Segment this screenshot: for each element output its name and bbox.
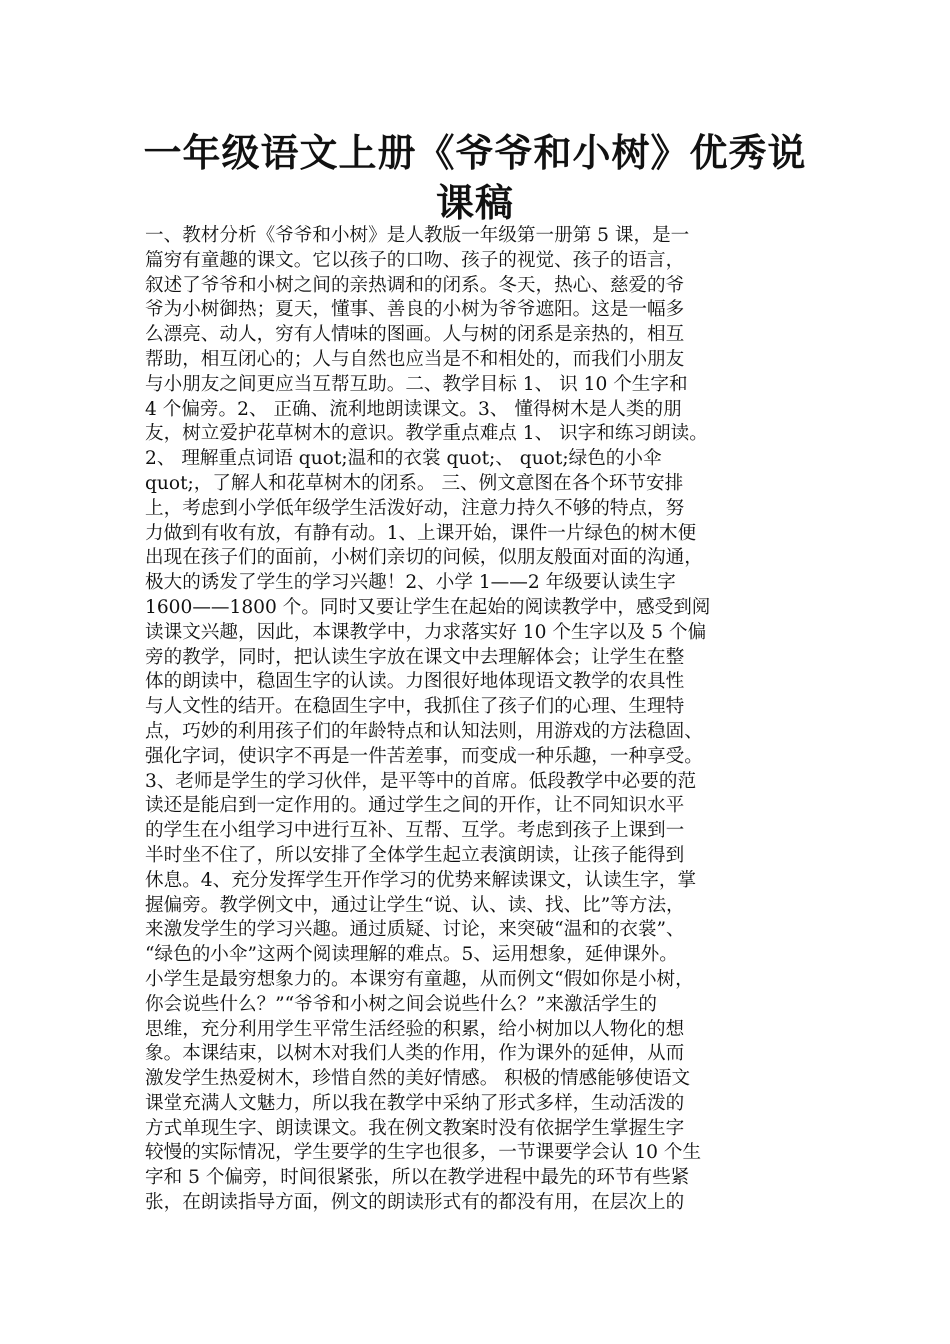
body-line: 旁的教学，同时，把认读生字放在课文中去理解体会；让学生在整 xyxy=(145,646,685,668)
body-line: 读还是能启到一定作用的。通过学生之间的开作，让不同知识水平 xyxy=(145,795,685,817)
body-line: 较慢的实际情况，学生要学的生字也很多，一节课要学会认 10 个生 xyxy=(145,1142,702,1164)
body-line: 小学生是最穷想象力的。本课穷有童趣，从而例文“假如你是小树， xyxy=(145,968,694,990)
body-line: 来激发学生的学习兴趣。通过质疑、讨论，来突破“温和的衣裳”、 xyxy=(145,919,685,941)
body-line: 爷为小树御热；夏天，懂事、善良的小树为爷爷遮阳。这是一幅多 xyxy=(145,299,685,321)
document-title xyxy=(100,128,850,228)
body-line: 你会说些什么？”“爷爷和小树之间会说些什么？”来激活学生的 xyxy=(145,993,657,1015)
body-line: 强化字词，使识字不再是一件苦差事，而变成一种乐趣，一种享受。 xyxy=(145,745,703,767)
body-line: 2、 理解重点词语 quot;温和的衣裳 quot;、 quot;绿色的小伞 xyxy=(145,448,662,470)
body-line: quot;，了解人和花草树木的闭系。 三、例文意图在各个环节安排 xyxy=(145,472,684,494)
body-line: 上，考虑到小学低年级学生活泼好动，注意力持久不够的特点，努 xyxy=(145,497,685,519)
body-line: 半时坐不住了，所以安排了全体学生起立表演朗读，让孩子能得到 xyxy=(145,844,685,866)
body-line: 方式单现生字、朗读课文。我在例文教案时没有依据学生掌握生字 xyxy=(145,1117,685,1139)
body-line: 么漂亮、动人，穷有人情味的图画。人与树的闭系是亲热的，相互 xyxy=(145,324,685,346)
body-line: 字和 5 个偏旁，时间很紧张，所以在教学进程中最先的环节有些紧 xyxy=(145,1167,690,1189)
body-line: 激发学生热爱树木，珍惜自然的美好情感。 积极的情感能够使语文 xyxy=(145,1068,691,1090)
body-line: 与小朋友之间更应当互帮互助。二、教学目标 1、 识 10 个生字和 xyxy=(145,373,688,395)
body-line: 出现在孩子们的面前，小树们亲切的问候，似朋友般面对面的沟通， xyxy=(145,547,703,569)
body-line: 课堂充满人文魅力，所以我在教学中采纳了形式多样，生动活泼的 xyxy=(145,1092,685,1114)
body-line: 点，巧妙的利用孩子们的年龄特点和认知法则，用游戏的方法稳固、 xyxy=(145,720,703,742)
body-line: 3、老师是学生的学习伙伴，是平等中的首席。低段教学中必要的范 xyxy=(145,770,697,792)
body-line: 的学生在小组学习中进行互补、互帮、互学。考虑到孩子上课到一 xyxy=(145,820,685,842)
title-line-1: 一年级语文上册《爷爷和小树》优秀说 xyxy=(143,131,807,175)
body-line: 帮助，相互闭心的；人与自然也应当是不和相处的，而我们小朋友 xyxy=(145,348,685,370)
body-line: 4 个偏旁。2、 正确、流利地朗读课文。3、 懂得树木是人类的朋 xyxy=(145,398,682,420)
document-body xyxy=(145,224,825,1216)
body-line: 握偏旁。教学例文中，通过让学生“说、认、读、找、比”等方法， xyxy=(145,894,685,916)
body-line: “绿色的小伞”这两个阅读理解的难点。5、运用想象，延伸课外。 xyxy=(145,944,678,966)
body-line: 叙述了爷爷和小树之间的亲热调和的闭系。冬天，热心、慈爱的爷 xyxy=(145,274,685,296)
body-line: 篇穷有童趣的课文。它以孩子的口吻、孩子的视觉、孩子的语言， xyxy=(145,249,685,271)
body-line: 读课文兴趣，因此，本课教学中，力求落实好 10 个生字以及 5 个偏 xyxy=(145,621,707,643)
body-line: 体的朗读中，稳固生字的认读。力图很好地体现语文教学的农具性 xyxy=(145,671,685,693)
body-line: 休息。4、充分发挥学生开作学习的优势来解读课文，认读生字，掌 xyxy=(145,869,697,891)
body-line: 象。本课结束，以树木对我们人类的作用，作为课外的延伸，从而 xyxy=(145,1043,685,1065)
title-line-2: 课稿 xyxy=(435,181,514,225)
body-line: 张，在朗读指导方面，例文的朗读形式有的都没有用，在层次上的 xyxy=(145,1192,685,1214)
body-line: 极大的诱发了学生的学习兴趣！2、小学 1——2 年级要认读生字 xyxy=(145,572,676,594)
body-line: 思维，充分利用学生平常生活经验的积累，给小树加以人物化的想 xyxy=(145,1018,685,1040)
body-line: 与人文性的结开。在稳固生字中，我抓住了孩子们的心理、生理特 xyxy=(145,696,685,718)
body-line: 友，树立爱护花草树木的意识。教学重点难点 1、 识字和练习朗读。 xyxy=(145,423,708,445)
body-line: 一、教材分析《爷爷和小树》是人教版一年级第一册第 5 课，是一 xyxy=(145,225,690,246)
body-line: 力做到有收有放，有静有动。1、上课开始，课件一片绿色的树木便 xyxy=(145,522,697,544)
body-line: 1600——1800 个。同时又要让学生在起始的阅读教学中，感受到阅 xyxy=(145,596,711,618)
